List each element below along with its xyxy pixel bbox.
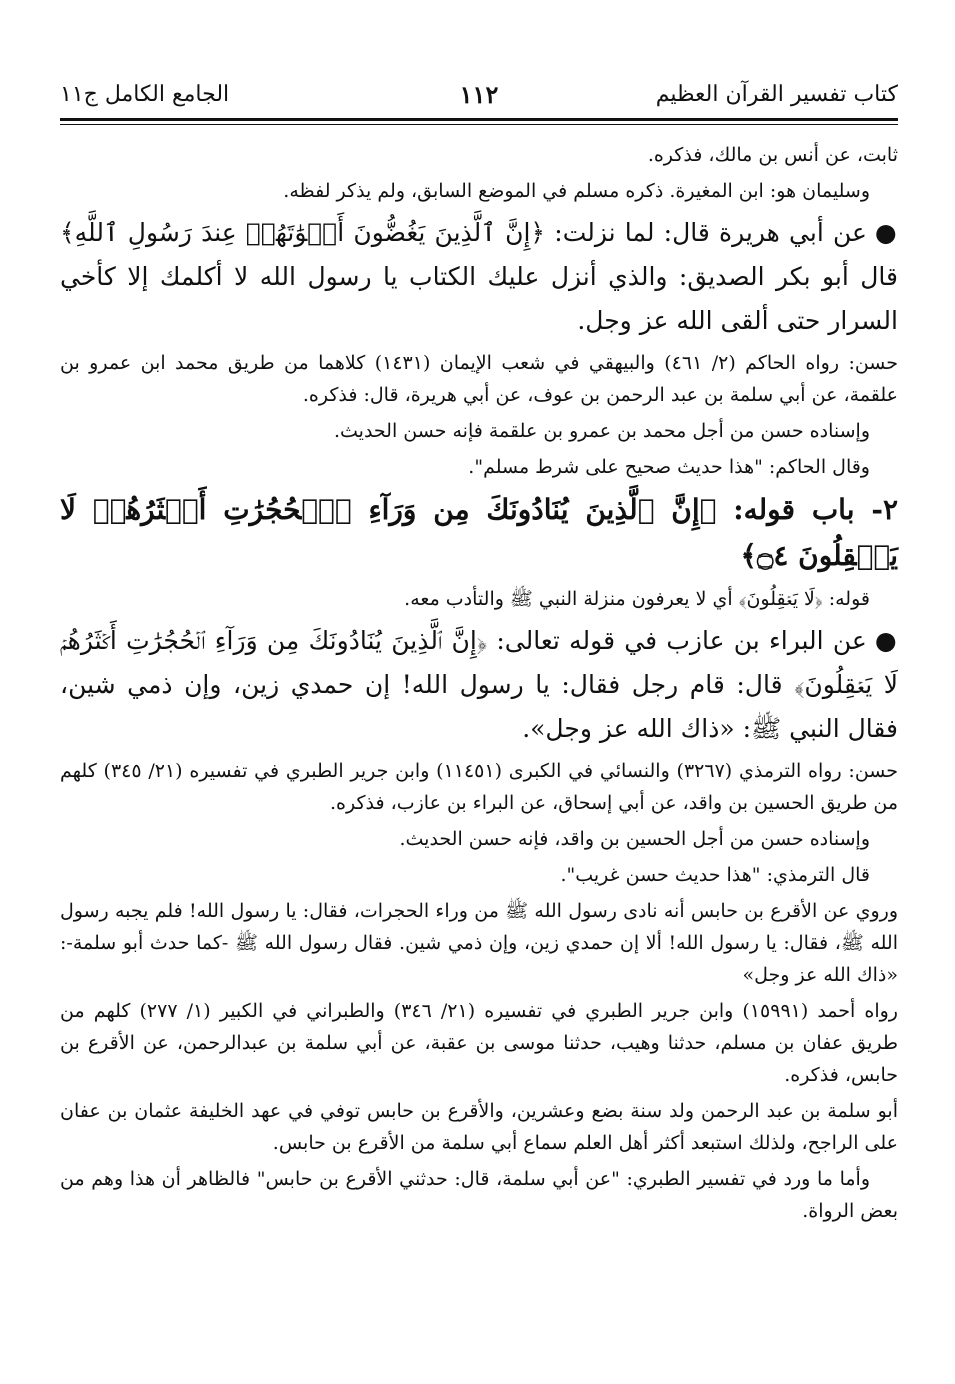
book-page [60, 78, 898, 1231]
page-number: ١١٢ [459, 80, 499, 109]
hadith-text: عن البراء بن عازب في قوله تعالى: ﴿إِنَّ ٱلَّذِينَ يُنَادُونَكَ مِن وَرَآءِ ٱلۡحُجُرَٰتِ أَكۡثَرُهُمۡ لَا يَعۡقِلُونَ﴾ قال: قام رجل فقال: يا رسول الله! إن حمدي زين، وإن ذمي شين، فقال النبي ﷺ: «ذاك الله عز وجل». [60, 626, 898, 743]
note-paragraph: قال الترمذي: "هذا حديث حسن غريب". [560, 864, 870, 886]
chapter-heading: ٢- باب قوله: ﴿إِنَّ ٱلَّذِينَ يُنَادُونَكَ مِن وَرَآءِ ٱلۡحُجُرَٰتِ أَكۡثَرُهُمۡ لَا يَعۡقِلُونَ ۝٤﴾ [60, 493, 898, 572]
note-paragraph: وأما ما ورد في تفسير الطبري: "عن أبي سلمة، قال: حدثني الأقرع بن حابس" فالظاهر أن هذا وهم من بعض الرواة. [60, 1168, 898, 1222]
page-body [60, 139, 898, 1227]
note-paragraph: أبو سلمة بن عبد الرحمن ولد سنة بضع وعشرين، والأقرع بن حابس توفي في عهد الخليفة عثمان بن عفان على الراجح، ولذلك استبعد أكثر أهل العلم سماع أبي سلمة من الأقرع بن حابس. [60, 1100, 898, 1154]
running-header [60, 78, 898, 118]
note-paragraph: قوله: ﴿لَا يَعۡقِلُونَ﴾ أي لا يعرفون منزلة النبي ﷺ والتأدب معه. [404, 588, 870, 610]
header-rule-thick [60, 118, 898, 121]
hadith-paragraph [60, 211, 898, 343]
note-paragraph: وقال الحاكم: "هذا حديث صحيح على شرط مسلم". [468, 456, 870, 478]
volume-title: الجامع الكامل ج١١ [60, 82, 230, 107]
note-paragraph: ثابت، عن أنس بن مالك، فذكره. [647, 144, 898, 166]
note-paragraph: وإسناده حسن من أجل محمد بن عمرو بن علقمة فإنه حسن الحديث. [333, 420, 870, 442]
bullet-icon: ● [874, 626, 898, 655]
hadith-text: عن أبي هريرة قال: لما نزلت: ﴿إِنَّ ٱلَّذِينَ يَغُضُّونَ أَصۡوَٰتَهُمۡ عِندَ رَسُولِ ٱللَّهِ﴾ قال أبو بكر الصديق: والذي أنزل عليك الكتاب يا رسول الله لا أكلمك إلا كأخي السرار حتى ألقى الله عز وجل. [60, 218, 898, 335]
takhrij-paragraph: حسن: رواه الحاكم (٢/ ٤٦١) والبيهقي في شعب الإيمان (١٤٣١) كلاهما من طريق محمد ابن عمرو بن علقمة، عن أبي سلمة بن عبد الرحمن بن عوف، عن أبي هريرة، قال: فذكره. [60, 352, 898, 406]
hadith-paragraph [60, 619, 898, 751]
takhrij-paragraph: حسن: رواه الترمذي (٣٢٦٧) والنسائي في الكبرى (١١٤٥١) وابن جرير الطبري في تفسيره (٢١/ ٣٤٥) كلهم من طريق الحسين بن واقد، عن أبي إسحاق، عن البراء بن عازب، فذكره. [60, 760, 898, 814]
note-paragraph: وروي عن الأقرع بن حابس أنه نادى رسول الله ﷺ من وراء الحجرات، فقال: يا رسول الله! فلم يجبه رسول الله ﷺ، فقال: يا رسول الله! ألا إن حمدي زين، وإن ذمي شين. فقال رسول الله ﷺ -كما حدث أبو سلمة-: «ذاك الله عز وجل» [60, 900, 898, 986]
takhrij-paragraph: رواه أحمد (١٥٩٩١) وابن جرير الطبري في تفسيره (٢١/ ٣٤٦) والطبراني في الكبير (١/ ٢٧٧) كلهم من طريق عفان بن مسلم، حدثنا وهيب، حدثنا موسى بن عقبة، عن أبي سلمة بن عبدالرحمن، عن الأقرع بن حابس، فذكره. [60, 1000, 898, 1086]
header-rule-thin [60, 124, 898, 125]
book-title: كتاب تفسير القرآن العظيم [655, 82, 898, 107]
bullet-icon: ● [874, 218, 898, 247]
note-paragraph: وإسناده حسن من أجل الحسين بن واقد، فإنه حسن الحديث. [399, 828, 870, 850]
note-paragraph: وسليمان هو: ابن المغيرة. ذكره مسلم في الموضع السابق، ولم يذكر لفظه. [283, 180, 870, 202]
